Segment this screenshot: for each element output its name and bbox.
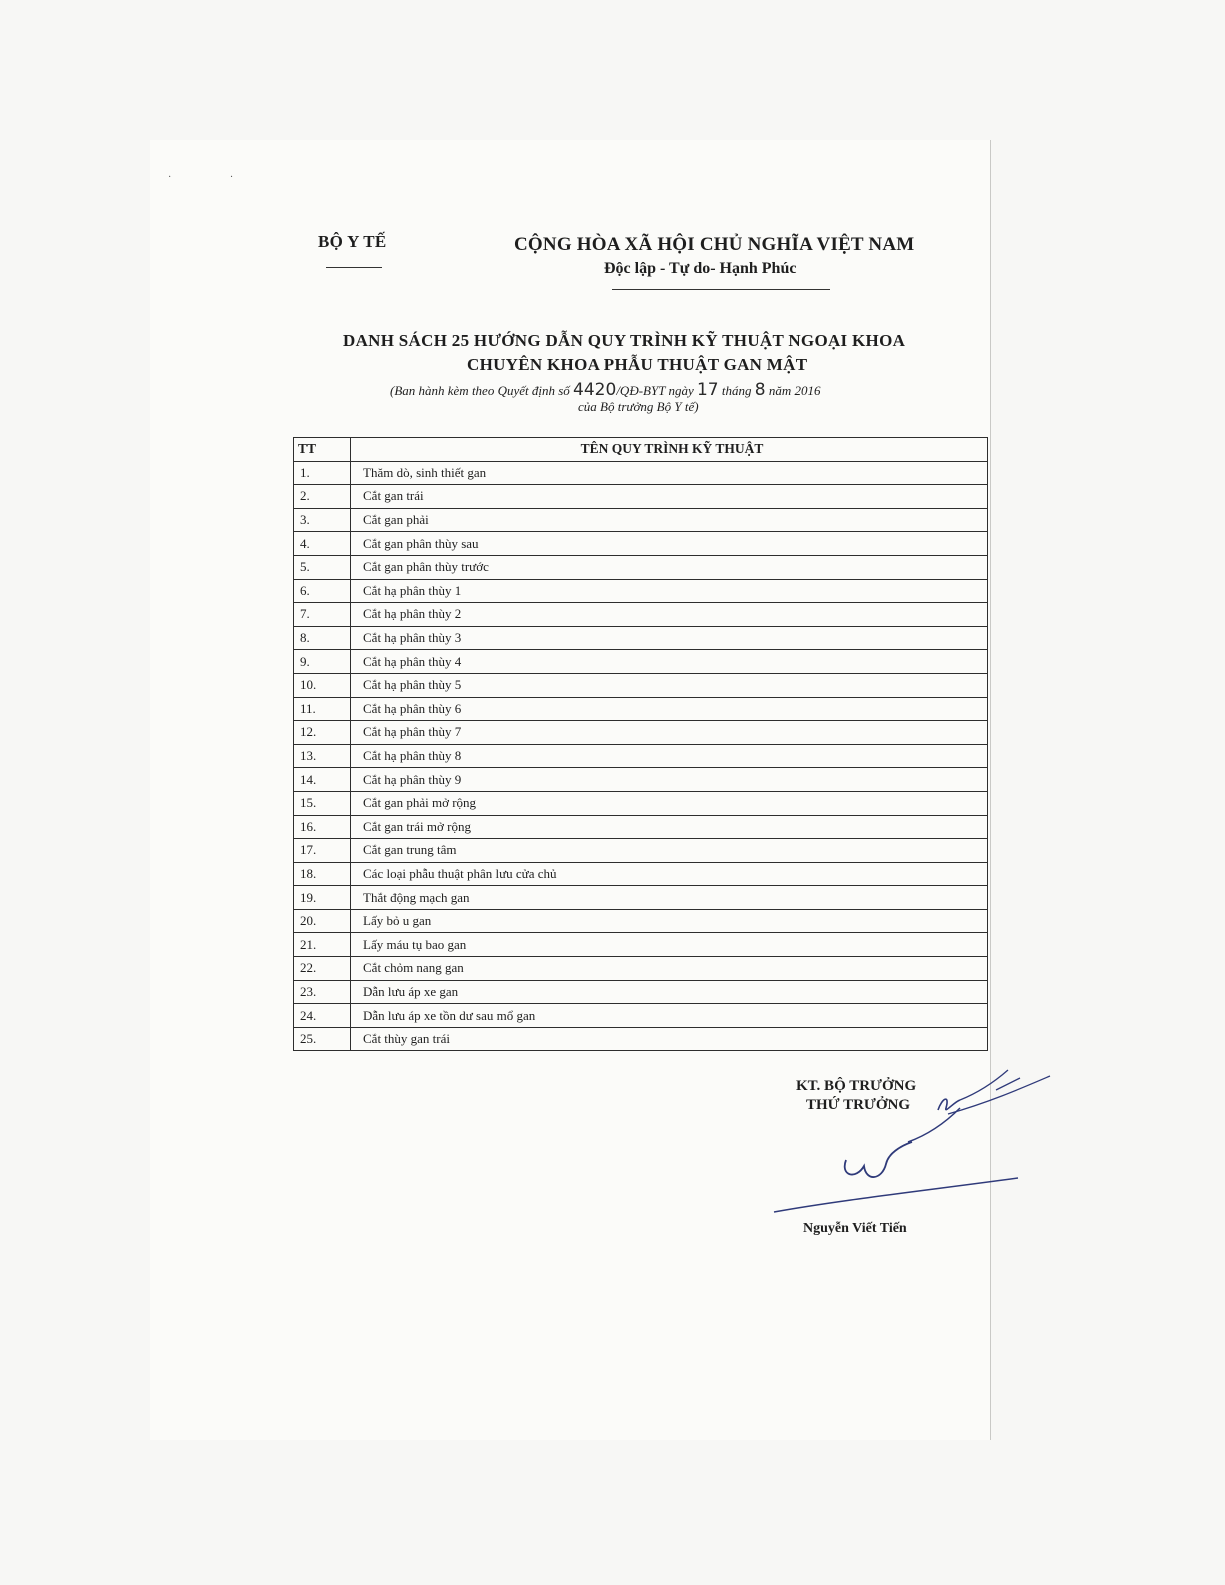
document-title-line2: CHUYÊN KHOA PHẪU THUẬT GAN MẬT [467,355,808,374]
procedure-name: Cắt hạ phân thùy 9 [351,768,988,792]
procedure-name: Cắt hạ phân thùy 6 [351,697,988,721]
table-row [294,508,988,532]
table-row [294,579,988,603]
procedure-name: Cắt hạ phân thùy 8 [351,744,988,768]
procedure-name: Dẫn lưu áp xe gan [351,980,988,1004]
table-row [294,839,988,863]
table-row [294,815,988,839]
row-number: 11. [294,697,351,721]
table-row [294,721,988,745]
table-row [294,744,988,768]
table-row [294,626,988,650]
procedure-name: Cắt hạ phân thùy 2 [351,603,988,627]
procedure-name: Lấy máu tụ bao gan [351,933,988,957]
signature-title-line1: KT. BỘ TRƯỞNG [796,1078,917,1094]
table-row [294,485,988,509]
header-tt: TT [294,438,351,462]
table-row [294,603,988,627]
table-header-row [294,438,988,462]
procedure-name: Cắt hạ phân thùy 4 [351,650,988,674]
republic-heading: CỘNG HÒA XÃ HỘI CHỦ NGHĨA VIỆT NAM [514,234,915,255]
row-number: 2. [294,485,351,509]
signer-name: Nguyễn Viết Tiến [803,1221,907,1236]
ministry-underline [326,267,382,268]
procedure-name: Các loại phẫu thuật phân lưu cửa chủ [351,862,988,886]
procedure-name: Thăm dò, sinh thiết gan [351,461,988,485]
table-row [294,980,988,1004]
table-row [294,650,988,674]
row-number: 25. [294,1027,351,1051]
row-number: 16. [294,815,351,839]
motto-underline [612,289,830,290]
document-subtitle-line2: của Bộ trưởng Bộ Y tế) [578,399,699,414]
procedure-name: Lấy bỏ u gan [351,909,988,933]
row-number: 22. [294,957,351,981]
row-number: 5. [294,555,351,579]
row-number: 17. [294,839,351,863]
procedure-name: Cắt hạ phân thùy 7 [351,721,988,745]
row-number: 1. [294,461,351,485]
subtitle-mid1: /QĐ-BYT ngày [616,383,697,398]
procedure-name: Cắt gan phân thùy trước [351,555,988,579]
table-row [294,933,988,957]
handwritten-signature [760,1050,1060,1220]
header-procedure-name: TÊN QUY TRÌNH KỸ THUẬT [351,438,988,462]
table-row [294,697,988,721]
procedure-name: Cắt hạ phân thùy 3 [351,626,988,650]
scan-speckles: · · [168,172,262,183]
procedure-table [293,437,988,1051]
decision-number: 4420 [573,380,617,400]
row-number: 23. [294,980,351,1004]
procedure-name: Cắt gan trái mở rộng [351,815,988,839]
row-number: 4. [294,532,351,556]
ministry-name: BỘ Y TẾ [318,232,387,251]
row-number: 14. [294,768,351,792]
table-row [294,673,988,697]
procedure-name: Cắt gan phải mở rộng [351,791,988,815]
table-row [294,555,988,579]
decision-day: 17 [696,380,719,400]
row-number: 6. [294,579,351,603]
procedure-name: Dẫn lưu áp xe tồn dư sau mổ gan [351,1004,988,1028]
row-number: 12. [294,721,351,745]
row-number: 21. [294,933,351,957]
procedure-name: Cắt gan phân thùy sau [351,532,988,556]
signature-title-line2: THỨ TRƯỞNG [806,1097,911,1113]
decision-month: 8 [754,380,766,400]
row-number: 9. [294,650,351,674]
procedure-name: Cắt gan trung tâm [351,839,988,863]
table-row [294,768,988,792]
row-number: 15. [294,791,351,815]
row-number: 18. [294,862,351,886]
table-row [294,909,988,933]
row-number: 7. [294,603,351,627]
procedure-name: Cắt gan phải [351,508,988,532]
row-number: 20. [294,909,351,933]
table-row [294,791,988,815]
procedure-name: Cắt hạ phân thùy 1 [351,579,988,603]
document-title-line1: DANH SÁCH 25 HƯỚNG DẪN QUY TRÌNH KỸ THUẬT NGOẠI KHOA [343,331,906,350]
row-number: 8. [294,626,351,650]
national-motto: Độc lập - Tự do- Hạnh Phúc [604,260,797,277]
table-row [294,532,988,556]
subtitle-suffix: năm 2016 [765,383,821,398]
subtitle-mid2: tháng [718,383,755,398]
subtitle-prefix: (Ban hành kèm theo Quyết định số [390,383,574,398]
row-number: 19. [294,886,351,910]
scan-edge-line [990,140,991,1440]
table-row [294,862,988,886]
procedure-name: Cắt chỏm nang gan [351,957,988,981]
procedure-name: Thắt động mạch gan [351,886,988,910]
row-number: 3. [294,508,351,532]
row-number: 24. [294,1004,351,1028]
procedure-name: Cắt hạ phân thùy 5 [351,673,988,697]
document-subtitle-line1 [390,380,820,400]
table-row [294,957,988,981]
table-row [294,1027,988,1051]
table-row [294,886,988,910]
table-row [294,1004,988,1028]
row-number: 13. [294,744,351,768]
row-number: 10. [294,673,351,697]
table-row [294,461,988,485]
procedure-name: Cắt gan trái [351,485,988,509]
procedure-name: Cắt thùy gan trái [351,1027,988,1051]
